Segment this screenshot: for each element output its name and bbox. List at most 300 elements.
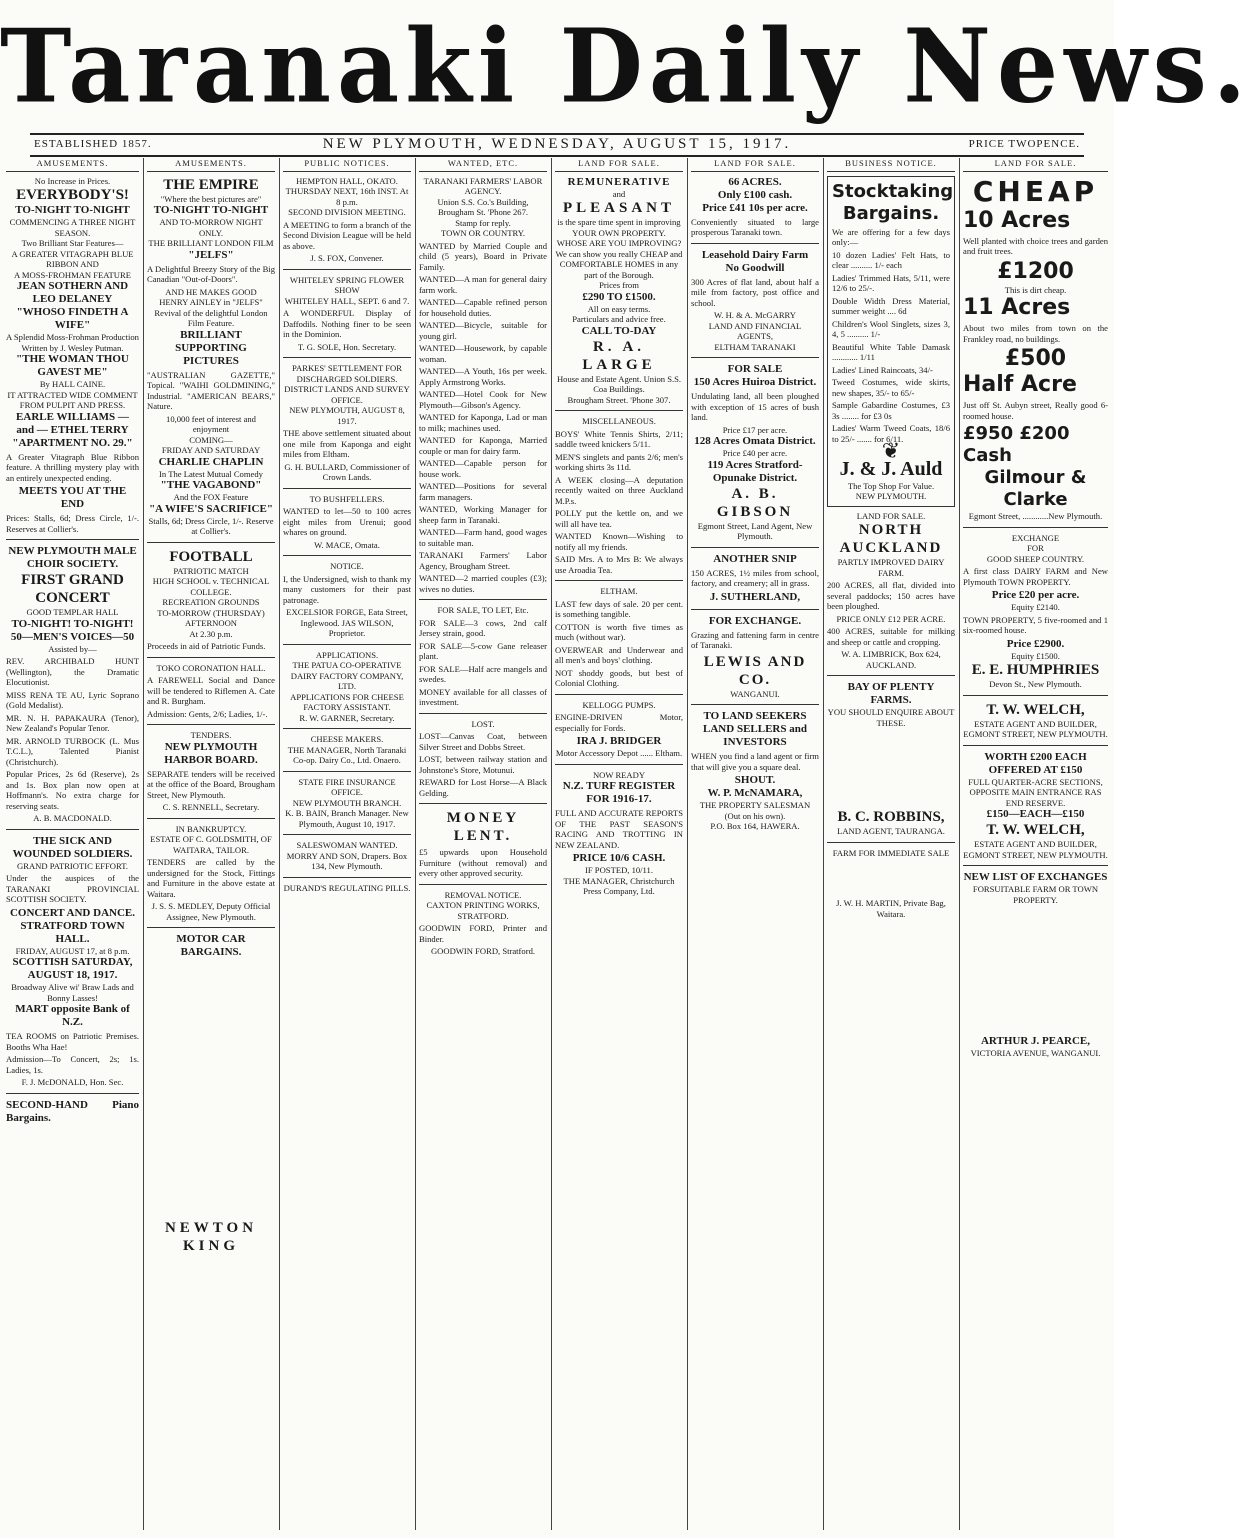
ad-text: 119 Acres Stratford-Opunake District. <box>707 458 803 484</box>
ad-text: CALL TO-DAY <box>581 324 657 337</box>
ad-text: "APARTMENT NO. 29." <box>12 436 133 449</box>
classified-ad: POLLY put the kettle on, and we will all have tea. <box>555 508 683 529</box>
ad-headline: EVERYBODY'S! <box>16 187 129 203</box>
ad-text: G. H. BULLARD, Commissioner of Crown Lands. <box>284 461 410 482</box>
classified-ad: FULL AND ACCURATE REPORTS OF THE PAST SEASON'S RACING AND TROTTING IN NEW ZEALAND. <box>555 808 683 850</box>
column-heading: LAND FOR SALE. <box>963 158 1108 172</box>
ad-text: This is dirt cheap. <box>1004 284 1067 295</box>
column-wanted <box>419 158 547 1530</box>
ad-text: TOWN OR COUNTRY. <box>441 228 525 238</box>
section-heading: ELTHAM. <box>600 586 638 596</box>
column-land-for-sale-1 <box>555 158 683 1530</box>
ad-text: MORRY AND SON, Drapers. Box 134, New Plymouth. <box>286 850 408 871</box>
ad-text: "Where the best pictures are" <box>160 193 262 204</box>
ad-text: REV. ARCHIBALD HUNT (Wellington), the Dramatic Elocutionist. <box>6 656 139 687</box>
ad-text: 50—MEN'S VOICES—50 <box>10 630 135 643</box>
classified-ad: WANTED—Capable person for house work. <box>419 458 547 479</box>
ad-text: WORTH £200 EACH <box>984 750 1087 763</box>
ad-text: RECREATION GROUNDS <box>162 597 260 607</box>
stocktaking-ad <box>827 176 955 507</box>
classified-ad: WANTED, Working Manager for sheep farm in Taranaki. <box>419 504 547 525</box>
price-label: £500 <box>1004 346 1067 371</box>
ad-text: J. W. H. MARTIN, Private Bag, Waitara. <box>836 898 946 919</box>
ad-text: Prices: Stalls, 6d; Dress Circle, 1/-. Reserves at Collier's. <box>6 513 139 534</box>
ad-text: PRICE 10/6 CASH. <box>572 852 666 864</box>
ad-text: 10 dozen Ladies' Felt Hats, to clear .......... 1/- each <box>832 249 950 270</box>
column-heading: AMUSEMENTS. <box>147 158 275 172</box>
ad-headline: Half Acre <box>963 372 1077 397</box>
ad-text: Proceeds in aid of Patriotic Funds. <box>147 641 266 651</box>
ad-text: K. B. BAIN, Branch Manager. New Plymouth, August 10, 1917. <box>285 808 409 829</box>
ad-headline: THE PATUA CO-OPERATIVE DAIRY FACTORY COMPANY, LTD. <box>290 660 404 691</box>
ad-headline: PARKES' SETTLEMENT FOR DISCHARGED SOLDIERS. <box>292 363 402 384</box>
ad-text: A FAREWELL Social and Dance will be tendered to Riflemen A. Cate and R. Burgham. <box>147 675 275 706</box>
ad-text: YOUR OWN PROPERTY. <box>572 227 666 238</box>
ad-text: THE PROPERTY SALESMAN (Out on his own). <box>699 800 811 821</box>
ad-text: J. S. FOX, Convener. <box>310 253 384 263</box>
ad-headline: STATE FIRE INSURANCE OFFICE. <box>298 776 396 797</box>
ad-text: Stamp for reply. <box>455 217 511 228</box>
newspaper-title: Taranaki Daily News. <box>0 7 1252 126</box>
column-land-for-sale-2 <box>691 158 819 1530</box>
masthead <box>0 0 1252 140</box>
classified-ad: TOWN PROPERTY, 5 five-roomed and 1 six-roomed house. <box>963 614 1108 635</box>
ad-text: CHARLIE CHAPLIN <box>158 455 264 468</box>
ad-text: SEPARATE tenders will be received at the office of the Board, Brougham Street, New Plymouth. <box>147 768 275 800</box>
classified-ad: WANTED—Hotel Cook for New Plymouth—Gibson's Agency. <box>419 389 547 410</box>
ad-text: FOR <box>1027 543 1044 553</box>
ad-text: ESTATE OF C. GOLDSMITH, OF WAITARA, TAILOR. <box>150 834 272 855</box>
ad-headline: CAXTON PRINTING WORKS, STRATFORD. <box>426 900 540 921</box>
classified-ad: WHEN you find a land agent or firm that will give you a square deal. <box>691 751 819 772</box>
ad-text: Price £41 10s per acre. <box>702 201 808 214</box>
ad-text: A Greater Vitagraph Blue Ribbon feature. A thrilling mystery play with an entirely unexpected ending. <box>6 451 139 483</box>
ad-text: Prices from <box>599 280 639 290</box>
ad-text: SHOUT. <box>734 774 776 786</box>
ad-text: GOODWIN FORD, Stratford. <box>430 946 536 956</box>
ad-headline: DURAND'S REGULATING PILLS. <box>283 882 411 893</box>
ad-text: Tweed Costumes, wide skirts, new shapes, 35/- to 65/- <box>832 377 950 398</box>
ad-text: R. W. GARNER, Secretary. <box>299 712 395 723</box>
ad-text: MEETS YOU AT THE END <box>18 485 127 510</box>
ad-text: 10,000 feet of interest and enjoyment <box>166 413 256 434</box>
ad-text: Children's Wool Singlets, sizes 3, 4, 5 .......... 1/- <box>832 318 950 339</box>
ad-text: "THE WOMAN THOU GAVEST ME" <box>16 353 129 378</box>
dateline-bar <box>30 133 1084 157</box>
column-heading: PUBLIC NOTICES. <box>283 158 411 172</box>
ad-text: and <box>612 188 626 199</box>
ad-text: FORSUITABLE FARM OR TOWN PROPERTY. <box>972 884 1099 905</box>
ad-text: A. B. MACDONALD. <box>33 813 112 823</box>
classified-ad: FOR SALE—5-cow Gane releaser plant. <box>419 640 547 661</box>
classified-ad: WANTED—Bicycle, suitable for young girl. <box>419 320 547 341</box>
ad-headline: WHITELEY SPRING FLOWER SHOW <box>289 274 405 295</box>
classified-ad: WANTED—A Youth, 16s per week. Apply Armstrong Works. <box>419 366 547 387</box>
ad-text: OFFERED AT £150 <box>988 763 1083 776</box>
ad-text: J. S. S. MEDLEY, Deputy Official Assignee, New Plymouth. <box>151 901 271 922</box>
ad-headline: E. E. HUMPHRIES <box>971 662 1100 678</box>
ad-text: TENDERS are called by the undersigned for the Stock, Fittings and Furniture in the above estate at Waitara. <box>147 857 275 899</box>
ad-headline: R. A. LARGE <box>582 338 656 373</box>
ad-headline: FOR SALE <box>727 363 783 375</box>
ad-text: Egmont Street, Land Agent, New Plymouth. <box>697 520 813 541</box>
classified-ad: A WEEK closing—A deputation recently waited on three Auckland M.P.s. <box>555 474 683 506</box>
ad-text: TEA ROOMS on Patriotic Premises. Booths Wha Hae! <box>6 1031 139 1052</box>
classified-ad: 300 Acres of flat land, about half a mile from factory, post office and school. <box>691 276 819 308</box>
column-amusements-1 <box>6 158 139 1530</box>
ad-headline: NEW PLYMOUTH HARBOR BOARD. <box>164 740 258 766</box>
ad-text: F. J. McDONALD, Hon. Sec. <box>21 1077 124 1087</box>
ad-headline: Stocktaking <box>832 180 954 202</box>
classified-ad: LOST, between railway station and Johnstone's Store, Motunui. <box>419 754 547 775</box>
classified-ad: WANTED by Married Couple and child (5 years), Board in Private Family. <box>419 240 547 272</box>
ad-text: HENRY AINLEY in "JELFS" <box>159 297 263 307</box>
ad-headline: IN BANKRUPTCY. <box>175 823 247 834</box>
ad-text: Brougham Street. 'Phone 307. <box>567 394 671 405</box>
ad-text: ELTHAM TARANAKI <box>714 341 796 352</box>
ad-text: A Delightful Breezy Story of the Big Canadian "Out-of-Doors". <box>147 263 275 284</box>
ad-text: MR. ARNOLD TURBOCK (L. Mus T.C.L.), Talented Pianist (Christchurch). <box>6 735 139 767</box>
ad-text: "A WIFE'S SACRIFICE" <box>149 502 273 515</box>
ad-text: SECOND-HAND Piano Bargains. <box>6 1098 139 1124</box>
ad-text: Equity £1500. <box>1011 650 1060 661</box>
classified-ad: WANTED—2 married couples (£3); wives no duties. <box>419 573 547 594</box>
ad-text: "THE VAGABOND" <box>160 479 262 491</box>
ad-text: T. G. SOLE, Hon. Secretary. <box>297 341 397 352</box>
classified-ad: FOR SALE—Half acre mangels and swedes. <box>419 663 547 684</box>
classified-ad: MONEY available for all classes of investment. <box>419 686 547 707</box>
ad-text: Assisted by— <box>48 643 97 654</box>
ad-text: HEMPTON HALL, OKATO. <box>296 175 398 186</box>
ad-text: ESTATE AGENT AND BUILDER, EGMONT STREET, NEW PLYMOUTH. <box>963 718 1108 739</box>
ad-text: Stalls, 6d; Dress Circle, 1/-. Reserve at Collier's. <box>148 515 274 536</box>
classified-ad: MEN'S singlets and pants 2/6; men's working shirts 3s 11d. <box>555 451 683 472</box>
ad-text: £290 TO £1500. <box>582 290 656 303</box>
ad-text: Just off St. Aubyn street, Really good 6-roomed house. <box>963 400 1108 421</box>
classified-ad: COTTON is worth five times as much (without war). <box>555 621 683 642</box>
ad-text: EARLE WILLIAMS — and — ETHEL TERRY <box>16 410 129 436</box>
ad-text: Double Width Dress Material, summer weight .... 6d <box>832 295 950 316</box>
ad-text: TO-MORROW (THURSDAY) AFTERNOON <box>157 607 265 628</box>
column-divider <box>279 158 280 1530</box>
ad-text: WANTED to let—50 to 100 acres eight miles from Urenui; good whares on ground. <box>283 506 411 537</box>
ad-text: COMMENCING A THREE NIGHT SEASON. <box>9 217 136 238</box>
ad-text: DISTRICT LANDS AND SURVEY OFFICE. <box>284 384 410 405</box>
ad-text: FULL QUARTER-ACRE SECTIONS, OPPOSITE MAIN ENTRANCE RAS END RESERVE. <box>968 776 1103 808</box>
ad-text: A Splendid Moss-Frohman Production Written by J. Wesley Putman. <box>6 332 139 353</box>
ad-text: PRICE ONLY £12 PER ACRE. <box>836 613 946 624</box>
ad-text: I, the Undersigned, wish to thank my many customers for their past patronage. <box>283 573 411 605</box>
ad-text: Egmont Street, ............New Plymouth. <box>968 511 1103 521</box>
ad-text: No Increase in Prices. <box>34 175 111 186</box>
ad-headline: T. W. WELCH, <box>986 701 1085 718</box>
ad-text: APPLICATIONS FOR CHEESE FACTORY ASSISTANT. <box>290 691 404 712</box>
ad-text: PARTLY IMPROVED DAIRY FARM. <box>837 557 945 578</box>
ad-text: Ladies' Lined Raincoats, 34/- <box>832 364 933 375</box>
ad-text: Motor Accessory Depot ...... Eltham. <box>555 748 683 758</box>
established-label: ESTABLISHED 1857. <box>34 138 152 150</box>
ad-text: Price £2900. <box>1006 637 1065 650</box>
ad-text: J. SUTHERLAND, <box>709 590 801 603</box>
column-divider <box>415 158 416 1530</box>
ad-text: Broadway Alive wi' Braw Lads and Bonny Lasses! <box>11 982 134 1003</box>
classified-ad: Conveniently situated to large prosperous Taranaki town. <box>691 216 819 237</box>
classified-ad: Grazing and fattening farm in centre of Taranaki. <box>691 629 819 650</box>
ad-text: P.O. Box 164, HAWERA. <box>710 821 800 831</box>
ad-headline: NOTICE. <box>330 561 364 571</box>
ad-text: GOOD SHEEP COUNTRY. <box>986 553 1085 564</box>
column-amusements-2 <box>147 158 275 1530</box>
ad-text: EXCELSIOR FORGE, Eata Street, Inglewood. JAS WILSON, Proprietor. <box>286 607 408 638</box>
column-public-notices <box>283 158 411 1530</box>
ad-text: W. P. McNAMARA, <box>707 787 803 799</box>
ad-text: WHITELEY HALL, SEPT. 6 and 7. <box>284 295 410 306</box>
ad-text: By HALL CAINE. <box>39 379 106 389</box>
classified-ad: 400 ACRES, suitable for milking and sheep or cattle and cropping. <box>827 626 955 647</box>
ad-text: WHOSE ARE YOU IMPROVING? <box>556 238 682 248</box>
ad-headline: THE EMPIRE <box>163 176 259 193</box>
ad-text: 150 Acres Huiroa District. <box>693 376 817 388</box>
ad-text: Sample Gabardine Costumes, £3 3s ........ for £3 0s <box>832 400 950 421</box>
column-divider <box>959 158 960 1530</box>
ad-text: IF POSTED, 10/11. <box>585 865 653 875</box>
section-heading: FOR SALE, TO LET, Etc. <box>437 605 529 615</box>
classified-ad: GOODWIN FORD, Printer and Binder. <box>419 923 547 944</box>
ad-text: Only £100 cash. <box>717 188 793 201</box>
ad-text: YOU SHOULD ENQUIRE ABOUT THESE. <box>827 707 955 728</box>
ad-headline: FARM FOR IMMEDIATE SALE <box>832 847 950 858</box>
ad-text: VICTORIA AVENUE, WANGANUI. <box>970 1048 1101 1058</box>
ad-text: W. H. & A. McGARRY <box>713 310 797 320</box>
ad-text: MART opposite Bank of N.Z. <box>15 1003 130 1028</box>
ad-text: House and Estate Agent. Union S.S. Coa Buildings. <box>556 373 682 394</box>
classified-ad: Undulating land, all been ploughed with exception of 15 acres of bush land. <box>691 391 819 422</box>
ad-text: BRILLIANT SUPPORTING PICTURES <box>175 328 247 367</box>
ad-text: THE MANAGER, Christchurch Press Company, Ltd. <box>563 875 675 896</box>
section-heading: TENDERS. <box>190 730 232 740</box>
ad-headline: Bargains. <box>842 202 940 224</box>
ad-text: GOOD TEMPLAR HALL <box>26 607 119 617</box>
classified-ad: LAST few days of sale. 20 per cent. is something tangible. <box>555 598 683 619</box>
classified-ad: 200 ACRES, all flat, divided into several paddocks; 150 acres have been ploughed. <box>827 580 955 611</box>
classified-ad: WANTED—Housework, by capable woman. <box>419 343 547 364</box>
ad-text: TO-NIGHT TO-NIGHT <box>15 204 130 216</box>
ad-text: MR. N. H. PAPAKAURA (Tenor), New Zealand's Popular Tenor. <box>6 712 139 733</box>
ad-text: TO-NIGHT! TO-NIGHT! <box>11 617 134 630</box>
ad-headline: CHEESE MAKERS. <box>310 734 384 744</box>
ad-text: FRIDAY AND SATURDAY <box>161 445 261 455</box>
classified-ad: REWARD for Lost Horse—A Black Gelding. <box>419 777 547 798</box>
column-divider <box>687 158 688 1530</box>
ad-text: Price £17 per acre. <box>722 424 788 435</box>
classified-ad: WANTED Known—Wishing to notify all my friends. <box>555 531 683 552</box>
ad-text: Devon St., New Plymouth. <box>989 679 1082 689</box>
ad-text: HIGH SCHOOL v. TECHNICAL COLLEGE. <box>152 576 270 597</box>
column-heading: WANTED, ETC. <box>419 158 547 172</box>
ad-headline: TO BUSHFELLERS. <box>309 493 385 504</box>
ad-headline: 10 Acres <box>963 207 1071 233</box>
ad-headline: LEWIS AND CO. <box>703 653 807 688</box>
ad-text: ARTHUR J. PEARCE, <box>980 1035 1090 1047</box>
classified-ad: NOT shoddy goods, but best of Colonial Clothing. <box>555 667 683 688</box>
ad-text: Price £20 per acre. <box>991 589 1080 601</box>
ad-text: All on easy terms. <box>587 303 651 314</box>
ad-text: FRIDAY, AUGUST 17, at 8 p.m. <box>15 945 130 956</box>
classified-ad: A first class DAIRY FARM and New Plymouth TOWN PROPERTY. <box>963 566 1108 587</box>
column-divider <box>823 158 824 1530</box>
ad-text: WANGANUI. <box>730 688 780 699</box>
classified-ad: WANTED—Farm hand, good wages to suitable man. <box>419 527 547 548</box>
classified-ad: TARANAKI Farmers' Labor Agency, Brougham Street. <box>419 550 547 571</box>
ad-text: AND HE MAKES GOOD <box>165 286 257 297</box>
ad-text: IT ATTRACTED WIDE COMMENT FROM PULPIT AND PRESS. <box>7 389 138 410</box>
ad-headline: Leasehold Dairy Farm <box>701 248 809 261</box>
ad-headline: T. W. WELCH, <box>986 822 1085 838</box>
ad-text: Union S.S. Co.'s Building, Brougham St. 'Phone 267. <box>437 196 529 217</box>
column-divider <box>551 158 552 1530</box>
ad-text: THE above settlement situated about one mile from Kaponga and eight miles from Eltham. <box>283 428 411 459</box>
ad-headline: REMUNERATIVE <box>567 175 671 188</box>
column-heading: LAND FOR SALE. <box>555 158 683 172</box>
ad-text: W. A. LIMBRICK, Box 624, AUCKLAND. <box>841 649 941 670</box>
column-heading: AMUSEMENTS. <box>6 158 139 172</box>
ad-headline: NEW LIST OF EXCHANGES <box>963 871 1108 883</box>
ad-headline: TOKO CORONATION HALL. <box>156 662 266 673</box>
ad-text: About two miles from town on the Frankley road, no buildings. <box>963 323 1108 344</box>
ad-text: Well planted with choice trees and garden and fruit trees. <box>963 235 1108 256</box>
price-label: £1200 <box>997 258 1074 284</box>
section-heading: REMOVAL NOTICE. <box>444 889 522 900</box>
ad-text: Popular Prices, 2s 6d (Reserve), 2s and 1s. Box plan now open at Hoffmann's. No extra charge for reserving seats. <box>6 769 139 811</box>
ad-text: ESTATE AGENT AND BUILDER, EGMONT STREET, NEW PLYMOUTH. <box>963 839 1108 860</box>
ornament-icon: ❦ <box>881 438 901 463</box>
price-label: £950 £200 Cash <box>963 423 1070 466</box>
ad-headline: KELLOGG PUMPS. <box>582 699 656 710</box>
ad-headline: SALESWOMAN WANTED. <box>296 840 398 850</box>
ad-text: MISS RENA TE AU, Lyric Soprano (Gold Medalist). <box>6 689 139 710</box>
ad-text: is the spare time spent in improving <box>557 217 681 227</box>
ad-text: A WONDERFUL Display of Daffodils. Nothing finer to be seen in the Dominion. <box>283 308 411 339</box>
classified-ad: WANTED—A man for general dairy farm work. <box>419 274 547 295</box>
ad-text: THE BRILLIANT LONDON FILM <box>148 238 274 248</box>
ad-text: THE MANAGER, North Taranaki Co-op. Dairy Co., Ltd. Onaero. <box>287 744 407 765</box>
ad-headline: PLEASANT <box>562 200 676 216</box>
ad-text: C. S. RENNELL, Secretary. <box>162 802 260 812</box>
classified-ad: BOYS' White Tennis Shirts, 2/11; saddle tweed knickers 5/11. <box>555 428 683 449</box>
ad-headline: TARANAKI FARMERS' LABOR AGENCY. <box>423 175 543 196</box>
ad-text: NEW PLYMOUTH, AUGUST 8, 1917. <box>289 405 405 426</box>
classified-ad: WANTED for Kaponga, Lad or man to milk; machines used. <box>419 412 547 433</box>
classified-ad: FOR SALE—3 cows, 2nd calf Jersey strain, good. <box>419 617 547 638</box>
ad-headline: A. B. GIBSON <box>716 485 794 520</box>
ad-text: A GREATER VITAGRAPH BLUE RIBBON AND <box>11 248 134 269</box>
ad-text: NEW PLYMOUTH. <box>855 491 927 501</box>
ad-text: Equity £2140. <box>1011 602 1060 612</box>
section-heading: LOST. <box>471 718 495 729</box>
ad-text: We can show you really CHEAP and COMFORTABLE HOMES in any part of the Borough. <box>555 248 683 280</box>
ad-text: No Goodwill <box>725 261 785 274</box>
ad-text: The Top Shop For Value. <box>847 480 935 491</box>
ad-headline: ANOTHER SNIP <box>713 552 797 565</box>
ad-headline: FIRST GRAND CONCERT <box>21 572 124 606</box>
ad-text: W. MACE, Omata. <box>314 539 380 550</box>
ad-text: A MEETING to form a branch of the Second Division League will be held as above. <box>283 219 411 251</box>
ad-headline: THE SICK AND WOUNDED SOLDIERS. <box>12 834 133 860</box>
ad-text: NOW READY <box>592 769 646 780</box>
ad-headline: TO LAND SEEKERS <box>703 710 807 722</box>
ad-headline: 66 ACRES. <box>728 175 782 188</box>
ad-text: AND TO-MORROW NIGHT ONLY. <box>159 217 263 238</box>
ad-text: THURSDAY NEXT, 16th INST. At 8 p.m. <box>285 186 409 207</box>
ad-headline: NEWTON KING <box>164 1220 258 1254</box>
ad-text: Particulars and advice free. <box>572 314 666 324</box>
ad-headline: J. & J. Auld <box>839 457 943 480</box>
ad-headline: NEW PLYMOUTH MALE CHOIR SOCIETY. <box>8 545 137 570</box>
ad-text: A MOSS-FROHMAN FEATURE <box>14 269 131 280</box>
classified-ad: SAID Mrs. A to Mrs B: We always use Aroadia Tea. <box>555 554 683 575</box>
ad-text: PATRIOTIC MATCH <box>173 565 249 576</box>
column-heading: BUSINESS NOTICE. <box>827 158 955 172</box>
ad-headline: FOR EXCHANGE. <box>708 614 802 627</box>
classified-ad: ENGINE-DRIVEN Motor, especially for Fords. <box>555 712 683 733</box>
ad-text: Ladies' Trimmed Hats, 5/11, were 12/6 to 25/-. <box>832 272 950 293</box>
ad-text: LAND AND FINANCIAL AGENTS, <box>708 320 802 341</box>
classified-ad: WANTED—Capable refined person for household duties. <box>419 297 547 318</box>
ad-text: 128 Acres Omata District. <box>694 435 816 447</box>
section-heading: MISCELLANEOUS. <box>582 416 656 426</box>
ad-text: TO-NIGHT TO-NIGHT <box>153 204 269 216</box>
ad-headline: B. C. ROBBINS, <box>837 809 945 825</box>
ad-text: Price £40 per acre. <box>722 448 788 458</box>
date-line: NEW PLYMOUTH, WEDNESDAY, AUGUST 15, 1917. <box>322 136 792 152</box>
ad-text: Revival of the delightful London Film Feature. <box>154 307 268 328</box>
ad-headline: N.Z. TURF REGISTER FOR 1916-17. <box>562 780 676 805</box>
ad-text: CONCERT AND DANCE. STRATFORD TOWN HALL. <box>9 906 135 945</box>
ad-text: LAND SELLERS and INVESTORS <box>703 723 807 748</box>
ad-headline: FOOTBALL <box>169 548 253 565</box>
ad-headline: Gilmour & Clarke <box>984 467 1087 510</box>
ad-text: "AUSTRALIAN GAZETTE," Topical. "WAIHI GOLDMINING," Industrial. "AMERICAN BEARS," Nature. <box>147 369 275 411</box>
ad-text: And the FOX Feature <box>173 492 249 502</box>
classified-ad: WANTED—Positions for several farm managers. <box>419 481 547 502</box>
ad-text: Beautiful White Table Damask ............ 1/11 <box>832 341 950 362</box>
classified-ad: £5 upwards upon Household Furniture (without removal) and every other approved security. <box>419 847 547 878</box>
ad-text: GRAND PATRIOTIC EFFORT. <box>17 860 128 871</box>
classified-ad: OVERWEAR and Underwear and all men's and boys' clothing. <box>555 644 683 665</box>
ad-text: JEAN SOTHERN AND LEO DELANEY <box>16 280 129 305</box>
ad-text: £150—EACH—£150 <box>986 808 1085 820</box>
ad-headline: CHEAP <box>972 174 1099 208</box>
ad-text: Under the auspices of the TARANAKI PROVINCIAL SCOTTISH SOCIETY. <box>6 873 139 904</box>
ad-text: "WHOSO FINDETH A WIFE" <box>16 306 129 331</box>
column-business-notice <box>827 158 955 1530</box>
ad-headline: EXCHANGE <box>1011 532 1060 543</box>
ad-headline: BAY OF PLENTY FARMS. <box>847 681 935 706</box>
ad-text: SCOTTISH SATURDAY, AUGUST 18, 1917. <box>12 956 133 981</box>
ad-text: IRA J. BRIDGER <box>576 735 662 747</box>
ad-text: At 2.30 p.m. <box>189 628 233 639</box>
price-label: PRICE TWOPENCE. <box>968 138 1080 150</box>
ad-text: In The Latest Mutual Comedy <box>159 468 263 479</box>
ad-text: SECOND DIVISION MEETING. <box>288 207 406 217</box>
ad-text: Admission—To Concert, 2s; 1s. Ladies, 1s. <box>6 1054 139 1075</box>
ad-text: LAND AGENT, TAURANGA. <box>837 826 945 836</box>
ad-text: Ladies' Warm Tweed Coats, 18/6 to 25/- ....... for 6/11. <box>832 423 950 444</box>
column-divider <box>143 158 144 1530</box>
ad-headline: 11 Acres <box>963 295 1071 320</box>
ad-text: Two Brilliant Star Features— <box>21 238 124 248</box>
column-heading: LAND FOR SALE. <box>691 158 819 172</box>
